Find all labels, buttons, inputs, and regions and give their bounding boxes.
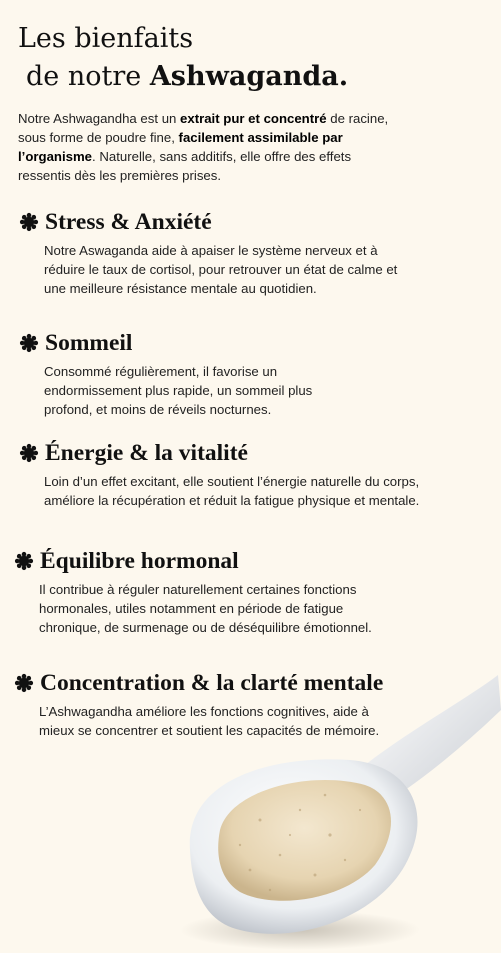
benefit-title: Stress & Anxiété — [45, 209, 212, 235]
benefit-section-stress — [0, 207, 501, 298]
powder-spoon-image — [180, 660, 501, 953]
benefit-title: Énergie & la vitalité — [45, 440, 248, 466]
intro-text-3: . Naturelle, sans additifs, elle offre des effets ressentis dès les premières prises. — [18, 149, 352, 183]
flower-bullet-icon — [19, 212, 39, 232]
title-line-2-prefix: de notre — [26, 61, 150, 92]
benefit-description: Consommé régulièrement, il favorise un endormissement plus rapide, un sommeil plus profond, et moins de réveils nocturnes. — [44, 364, 313, 417]
benefit-title: Sommeil — [45, 330, 133, 356]
benefit-title: Concentration & la clarté mentale — [40, 670, 384, 696]
benefit-section-hormonal — [0, 546, 501, 637]
flower-bullet-icon — [19, 443, 39, 463]
intro-bold-2: facilement assimilable par l’organisme — [18, 130, 343, 164]
benefit-description: L’Ashwagandha améliore les fonctions cognitives, aide à mieux se concentrer et soutient les capacités de mémoire. — [39, 704, 380, 738]
benefit-heading — [0, 546, 501, 576]
title-line-1: Les bienfaits — [18, 23, 194, 54]
intro-bold-1: extrait pur et concentré — [180, 111, 327, 126]
title-line-2 — [18, 58, 348, 96]
benefit-heading — [0, 328, 501, 358]
benefit-heading — [0, 438, 501, 468]
title-product-name: Ashwaganda. — [149, 61, 349, 92]
benefit-title: Équilibre hormonal — [40, 548, 239, 574]
benefit-description: Notre Aswaganda aide à apaiser le système nerveux et à réduire le taux de cortisol, pour retrouver un état de calme et une meilleure résistance mentale au quotidien. — [44, 243, 398, 296]
page-title — [18, 20, 348, 96]
intro-text-1: Notre Ashwagandha est un — [18, 111, 181, 126]
flower-bullet-icon — [19, 333, 39, 353]
intro-text-2: de racine, sous forme de poudre fine, — [18, 111, 389, 145]
benefit-description: Loin d’un effet excitant, elle soutient l’énergie naturelle du corps, améliore la récupération et réduit la fatigue physique et mentale. — [44, 474, 420, 508]
intro-paragraph — [18, 109, 390, 185]
benefit-description: Il contribue à réguler naturellement certaines fonctions hormonales, utiles notamment en période de fatigue chronique, de surmenage ou de déséquilibre émotionnel. — [39, 582, 372, 635]
flower-bullet-icon — [14, 551, 34, 571]
benefit-section-energy — [0, 438, 501, 510]
flower-bullet-icon — [14, 673, 34, 693]
benefit-heading — [0, 207, 501, 237]
benefit-section-sleep — [0, 328, 501, 419]
